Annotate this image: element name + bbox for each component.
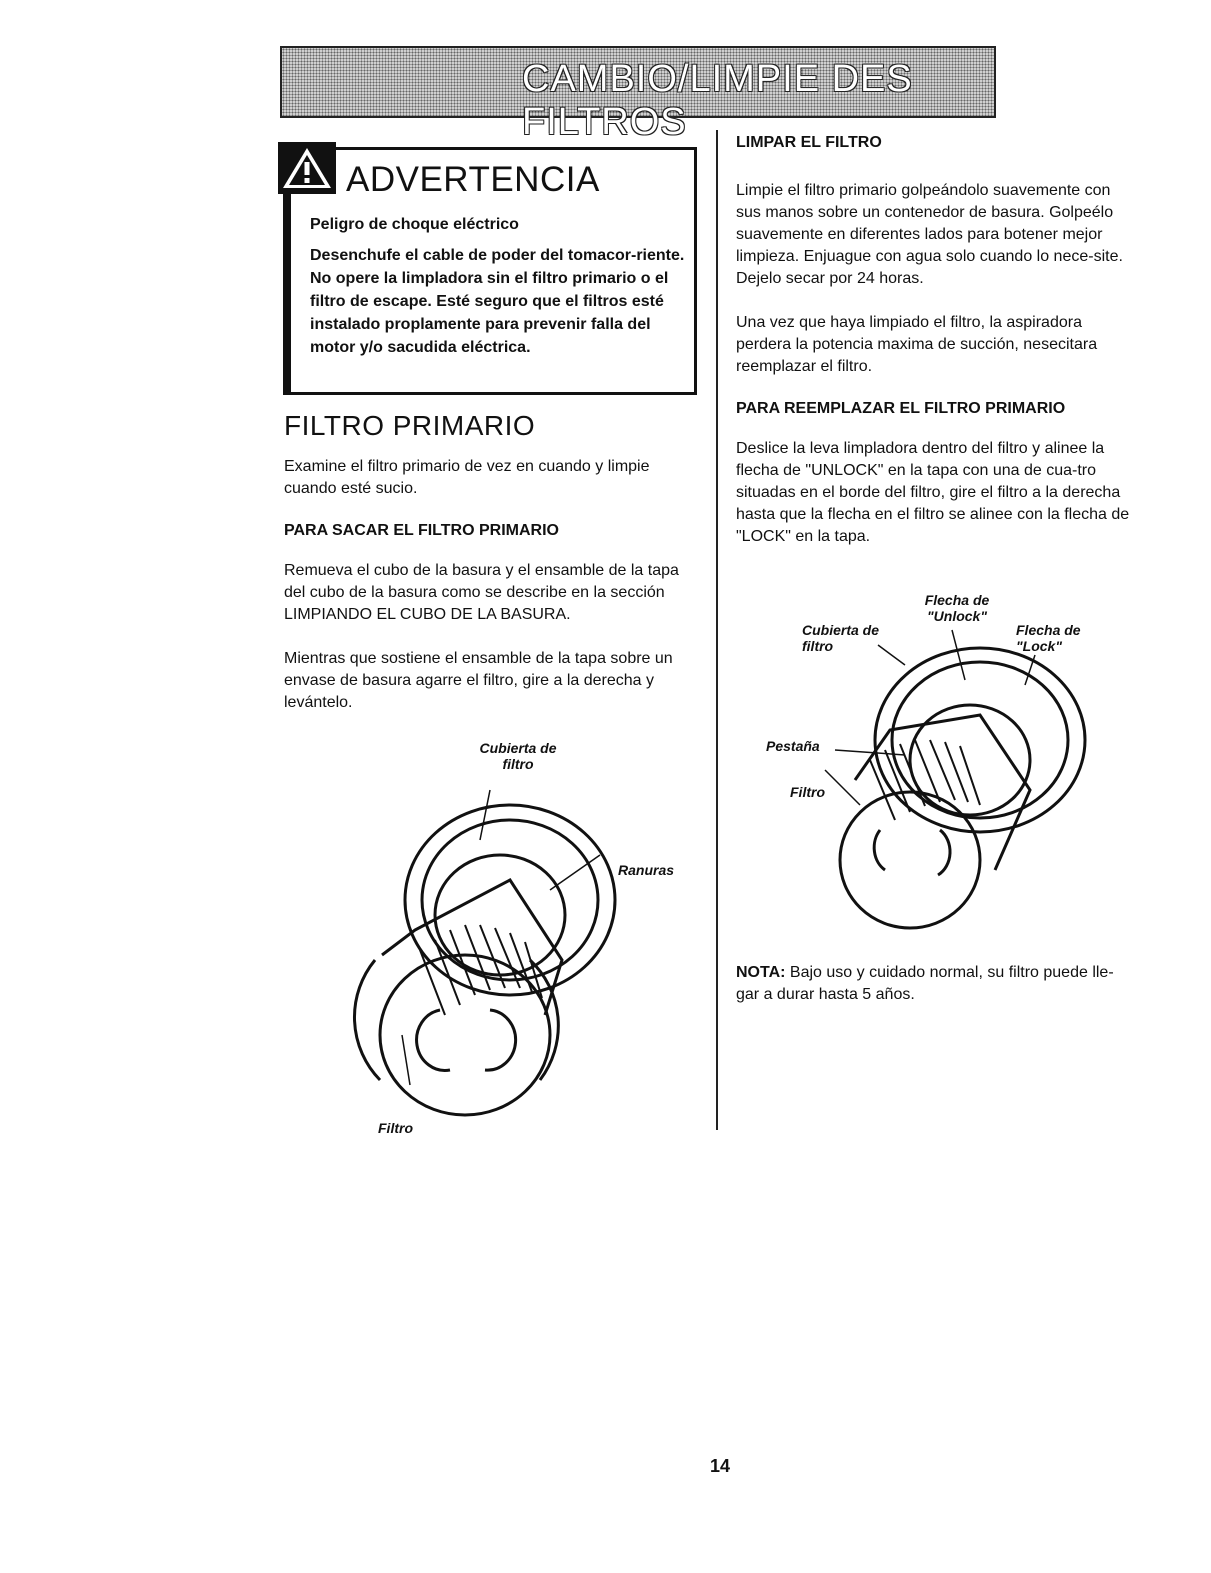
subheading-sacar-filtro: PARA SACAR EL FILTRO PRIMARIO — [284, 522, 559, 539]
note-label: NOTA: — [736, 964, 786, 981]
callout-ranuras: Ranuras — [618, 862, 675, 878]
callout-flecha-lock: Flecha de "Lock" — [1016, 622, 1081, 654]
warning-body: Desenchufe el cable de poder del tomacor-riente. No opere la limpladora sin el filtro primario o el filtro de escape. Esté seguro que el filtros esté instalado proplamente para prevenir falla del motor y/o sacudida eléctrica. — [310, 247, 685, 356]
paragraph-examine: Examine el filtro primario de vez en cuando y limpie cuando esté sucio. — [284, 458, 650, 497]
page-number: 14 — [710, 1456, 731, 1476]
paragraph-limpie: Limpie el filtro primario golpeándolo suavemente con sus manos sobre un contenedor de basura. Golpeélo suavemente en diferentes lados para botener mejor limpieza. Enjuague con agua solo cuando lo nece-site. Dejelo secar por 24 horas. — [736, 182, 1123, 287]
figure-remove-filter — [300, 730, 700, 1150]
callout-filtro-right: Filtro — [790, 784, 825, 800]
paragraph-deslice: Deslice la leva limpladora dentro del filtro y alinee la flecha de "UNLOCK" en la tapa con una de cua-tro situadas en el borde del filtro, gire el filtro a la derecha hasta que la flecha en el filtro se alinee con la flecha de "LOCK" en la tapa. — [736, 440, 1130, 545]
subheading-reemplazar-filtro: PARA REEMPLAZAR EL FILTRO PRIMARIO — [736, 400, 1066, 417]
warning-icon — [278, 142, 336, 194]
replace-filter-illustration — [760, 620, 1120, 940]
section-heading-filtro-primario: FILTRO PRIMARIO — [284, 410, 536, 441]
subheading-limpar-filtro: LIMPAR EL FILTRO — [736, 134, 882, 151]
paragraph-remueva: Remueva el cubo de la basura y el ensamble de la tapa del cubo de la basura como se describe en la sección LIMPIANDO EL CUBO DE LA BASURA. — [284, 562, 679, 623]
callout-filtro: Filtro — [378, 1120, 413, 1136]
column-divider — [716, 130, 718, 1130]
callout-cubierta-de-filtro-right: Cubierta de filtro — [802, 622, 880, 654]
callout-flecha-unlock: Flecha de "Unlock" — [924, 592, 990, 624]
note — [736, 962, 1136, 1006]
callout-cubierta-de-filtro: Cubierta de filtro — [479, 740, 557, 772]
warning-heading: ADVERTENCIA — [346, 160, 600, 199]
callout-pestana: Pestaña — [766, 738, 820, 754]
warning-subtitle: Peligro de choque eléctrico — [310, 216, 519, 233]
remove-filter-illustration — [300, 730, 700, 1150]
figure-replace-filter — [760, 620, 1120, 940]
note-text: Bajo uso y cuidado normal, su filtro puede lle-gar a durar hasta 5 años. — [736, 964, 1114, 1003]
page-title: CAMBIO/LIMPIE DES FILTROS — [522, 58, 913, 143]
paragraph-una-vez: Una vez que haya limpiado el filtro, la aspiradora perdera la potencia maxima de succión, nesecitara reemplazar el filtro. — [736, 314, 1098, 375]
paragraph-mientras: Mientras que sostiene el ensamble de la tapa sobre un envase de basura agarre el filtro, gire a la derecha y levántelo. — [284, 650, 673, 711]
